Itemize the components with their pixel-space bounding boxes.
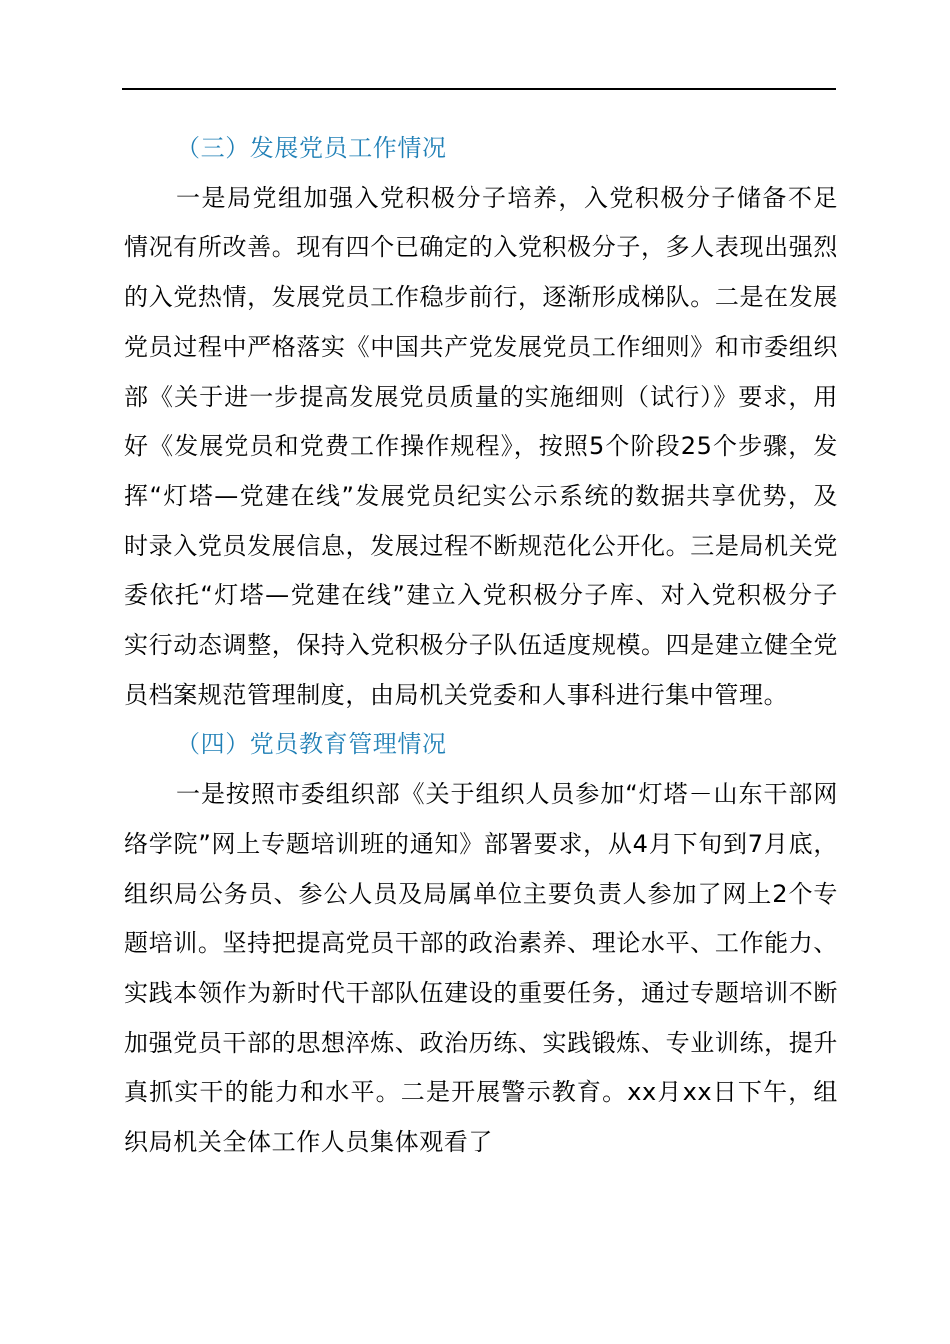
section-paragraph-3: 一是局党组加强入党积极分子培养，入党积极分子储备不足情况有所改善。现有四个已确定的入党积极分子，多人表现出强烈的入党热情，发展党员工作稳步前行，逐渐形成梯队。二是在发展党员过程中严格落实《中国共产党发展党员工作细则》和市委组织部《关于进一步提高发展党员质量的实施细则（试行）》要求，用好《发展党员和党费工作操作规程》，按照5个阶段25个步骤，发挥“灯塔—党建在线”发展党员纪实公示系统的数据共享优势，及时录入党员发展信息，发展过程不断规范化公开化。三是局机关党委依托“灯塔—党建在线”建立入党积极分子库、对入党积极分子实行动态调整，保持入党积极分子队伍适度规模。四是建立健全党员档案规范管理制度，由局机关党委和人事科进行集中管理。 — [124, 183, 838, 709]
section-heading-4: （四）党员教育管理情况 — [176, 730, 447, 759]
header-rule — [122, 88, 836, 90]
section-paragraph-4: 一是按照市委组织部《关于组织人员参加“灯塔－山东干部网络学院”网上专题培训班的通知》部署要求，从4月下旬到7月底，组织局公务员、参公人员及局属单位主要负责人参加了网上2个专题培训。坚持把提高党员干部的政治素养、理论水平、工作能力、实践本领作为新时代干部队伍建设的重要任务，通过专题培训不断加强党员干部的思想淬炼、政治历练、实践锻炼、专业训练，提升真抓实干的能力和水平。二是开展警示教育。xx月xx日下午，组织局机关全体工作人员集体观看了 — [124, 780, 838, 1157]
section-heading-3: （三）发展党员工作情况 — [176, 134, 447, 162]
document-body — [124, 124, 838, 1168]
